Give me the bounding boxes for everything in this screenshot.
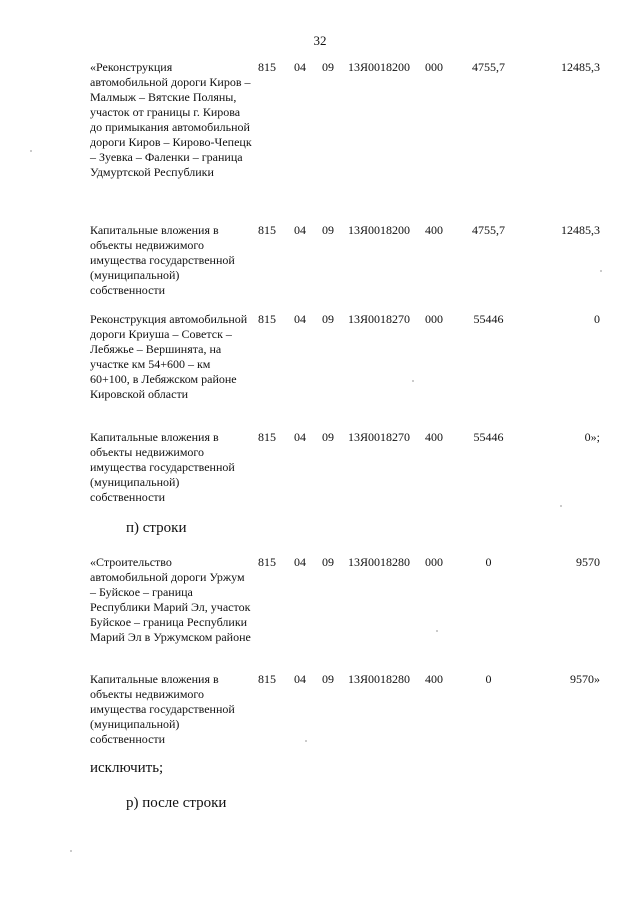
row-subsection: 09 xyxy=(322,555,334,569)
row-target-article: 13Я0018280 xyxy=(348,555,411,569)
row-description: Капитальные вложения в объекты недвижимого имущества государственной (муниципальной) собственности xyxy=(90,430,235,504)
row-expense-type: 000 xyxy=(425,60,443,74)
row-subsection: 09 xyxy=(322,430,334,444)
row-description: «Реконструкция автомобильной дороги Киров – Малмыж – Вятские Поляны, участок от границы г. Кирова до примыкания автомобильной дороги Киров – Кирово-Чепецк – Зуевка – Фаленки – граница Удмуртской Республики xyxy=(90,60,252,179)
row-sum-1: 4755,7 xyxy=(472,60,505,74)
row-target-article: 13Я0018200 xyxy=(348,223,411,237)
row-subsection: 09 xyxy=(322,60,334,74)
row-sum-2: 12485,3 xyxy=(561,60,600,74)
row-code: 815 xyxy=(258,60,276,74)
scan-speck xyxy=(30,150,32,152)
scan-speck xyxy=(436,630,438,632)
row-expense-type: 400 xyxy=(425,672,443,686)
row-subsection: 09 xyxy=(322,312,334,326)
row-sum-2: 9570 xyxy=(576,555,600,569)
row-sum-2: 9570» xyxy=(570,672,600,686)
row-description: Капитальные вложения в объекты недвижимого имущества государственной (муниципальной) собственности xyxy=(90,223,235,297)
row-sum-2: 0 xyxy=(594,312,600,326)
row-code: 815 xyxy=(258,223,276,237)
row-target-article: 13Я0018280 xyxy=(348,672,411,686)
scan-speck xyxy=(600,270,602,272)
row-target-article: 13Я0018200 xyxy=(348,60,411,74)
row-description: Реконструкция автомобильной дороги Криуша – Советск – Лебяжье – Вершинята, на участке км 54+600 – км 60+100, в Лебяжском районе Кировской области xyxy=(90,312,248,401)
row-sum-2: 0»; xyxy=(584,430,600,444)
row-expense-type: 000 xyxy=(425,555,443,569)
paragraph-p-rows: п) строки xyxy=(126,520,187,536)
row-subsection: 09 xyxy=(322,672,334,686)
row-target-article: 13Я0018270 xyxy=(348,312,411,326)
row-code: 815 xyxy=(258,430,276,444)
row-code: 815 xyxy=(258,312,276,326)
row-section: 04 xyxy=(294,223,306,237)
row-code: 815 xyxy=(258,555,276,569)
row-expense-type: 000 xyxy=(425,312,443,326)
row-section: 04 xyxy=(294,430,306,444)
row-sum-1: 0 xyxy=(485,555,492,569)
row-subsection: 09 xyxy=(322,223,334,237)
row-section: 04 xyxy=(294,60,306,74)
scan-speck xyxy=(70,850,72,852)
row-sum-1: 55446 xyxy=(473,312,504,326)
row-sum-1: 55446 xyxy=(473,430,504,444)
row-description: «Строительство автомобильной дороги Уржум – Буйское – граница Республики Марий Эл, участок Буйское – граница Республики Марий Эл в Уржумском районе xyxy=(90,555,251,644)
row-expense-type: 400 xyxy=(425,430,443,444)
row-description: Капитальные вложения в объекты недвижимого имущества государственной (муниципальной) собственности xyxy=(90,672,235,746)
page-number: 32 xyxy=(313,33,327,48)
paragraph-exclude: исключить; xyxy=(90,760,164,776)
row-section: 04 xyxy=(294,555,306,569)
scan-speck xyxy=(560,505,562,507)
row-code: 815 xyxy=(258,672,276,686)
scan-speck xyxy=(305,740,307,742)
row-expense-type: 400 xyxy=(425,223,443,237)
row-sum-1: 0 xyxy=(485,672,492,686)
paragraph-r-after: р) после строки xyxy=(126,795,227,811)
row-target-article: 13Я0018270 xyxy=(348,430,411,444)
scan-speck xyxy=(412,380,414,382)
row-sum-2: 12485,3 xyxy=(561,223,600,237)
row-sum-1: 4755,7 xyxy=(472,223,505,237)
row-section: 04 xyxy=(294,312,306,326)
row-section: 04 xyxy=(294,672,306,686)
